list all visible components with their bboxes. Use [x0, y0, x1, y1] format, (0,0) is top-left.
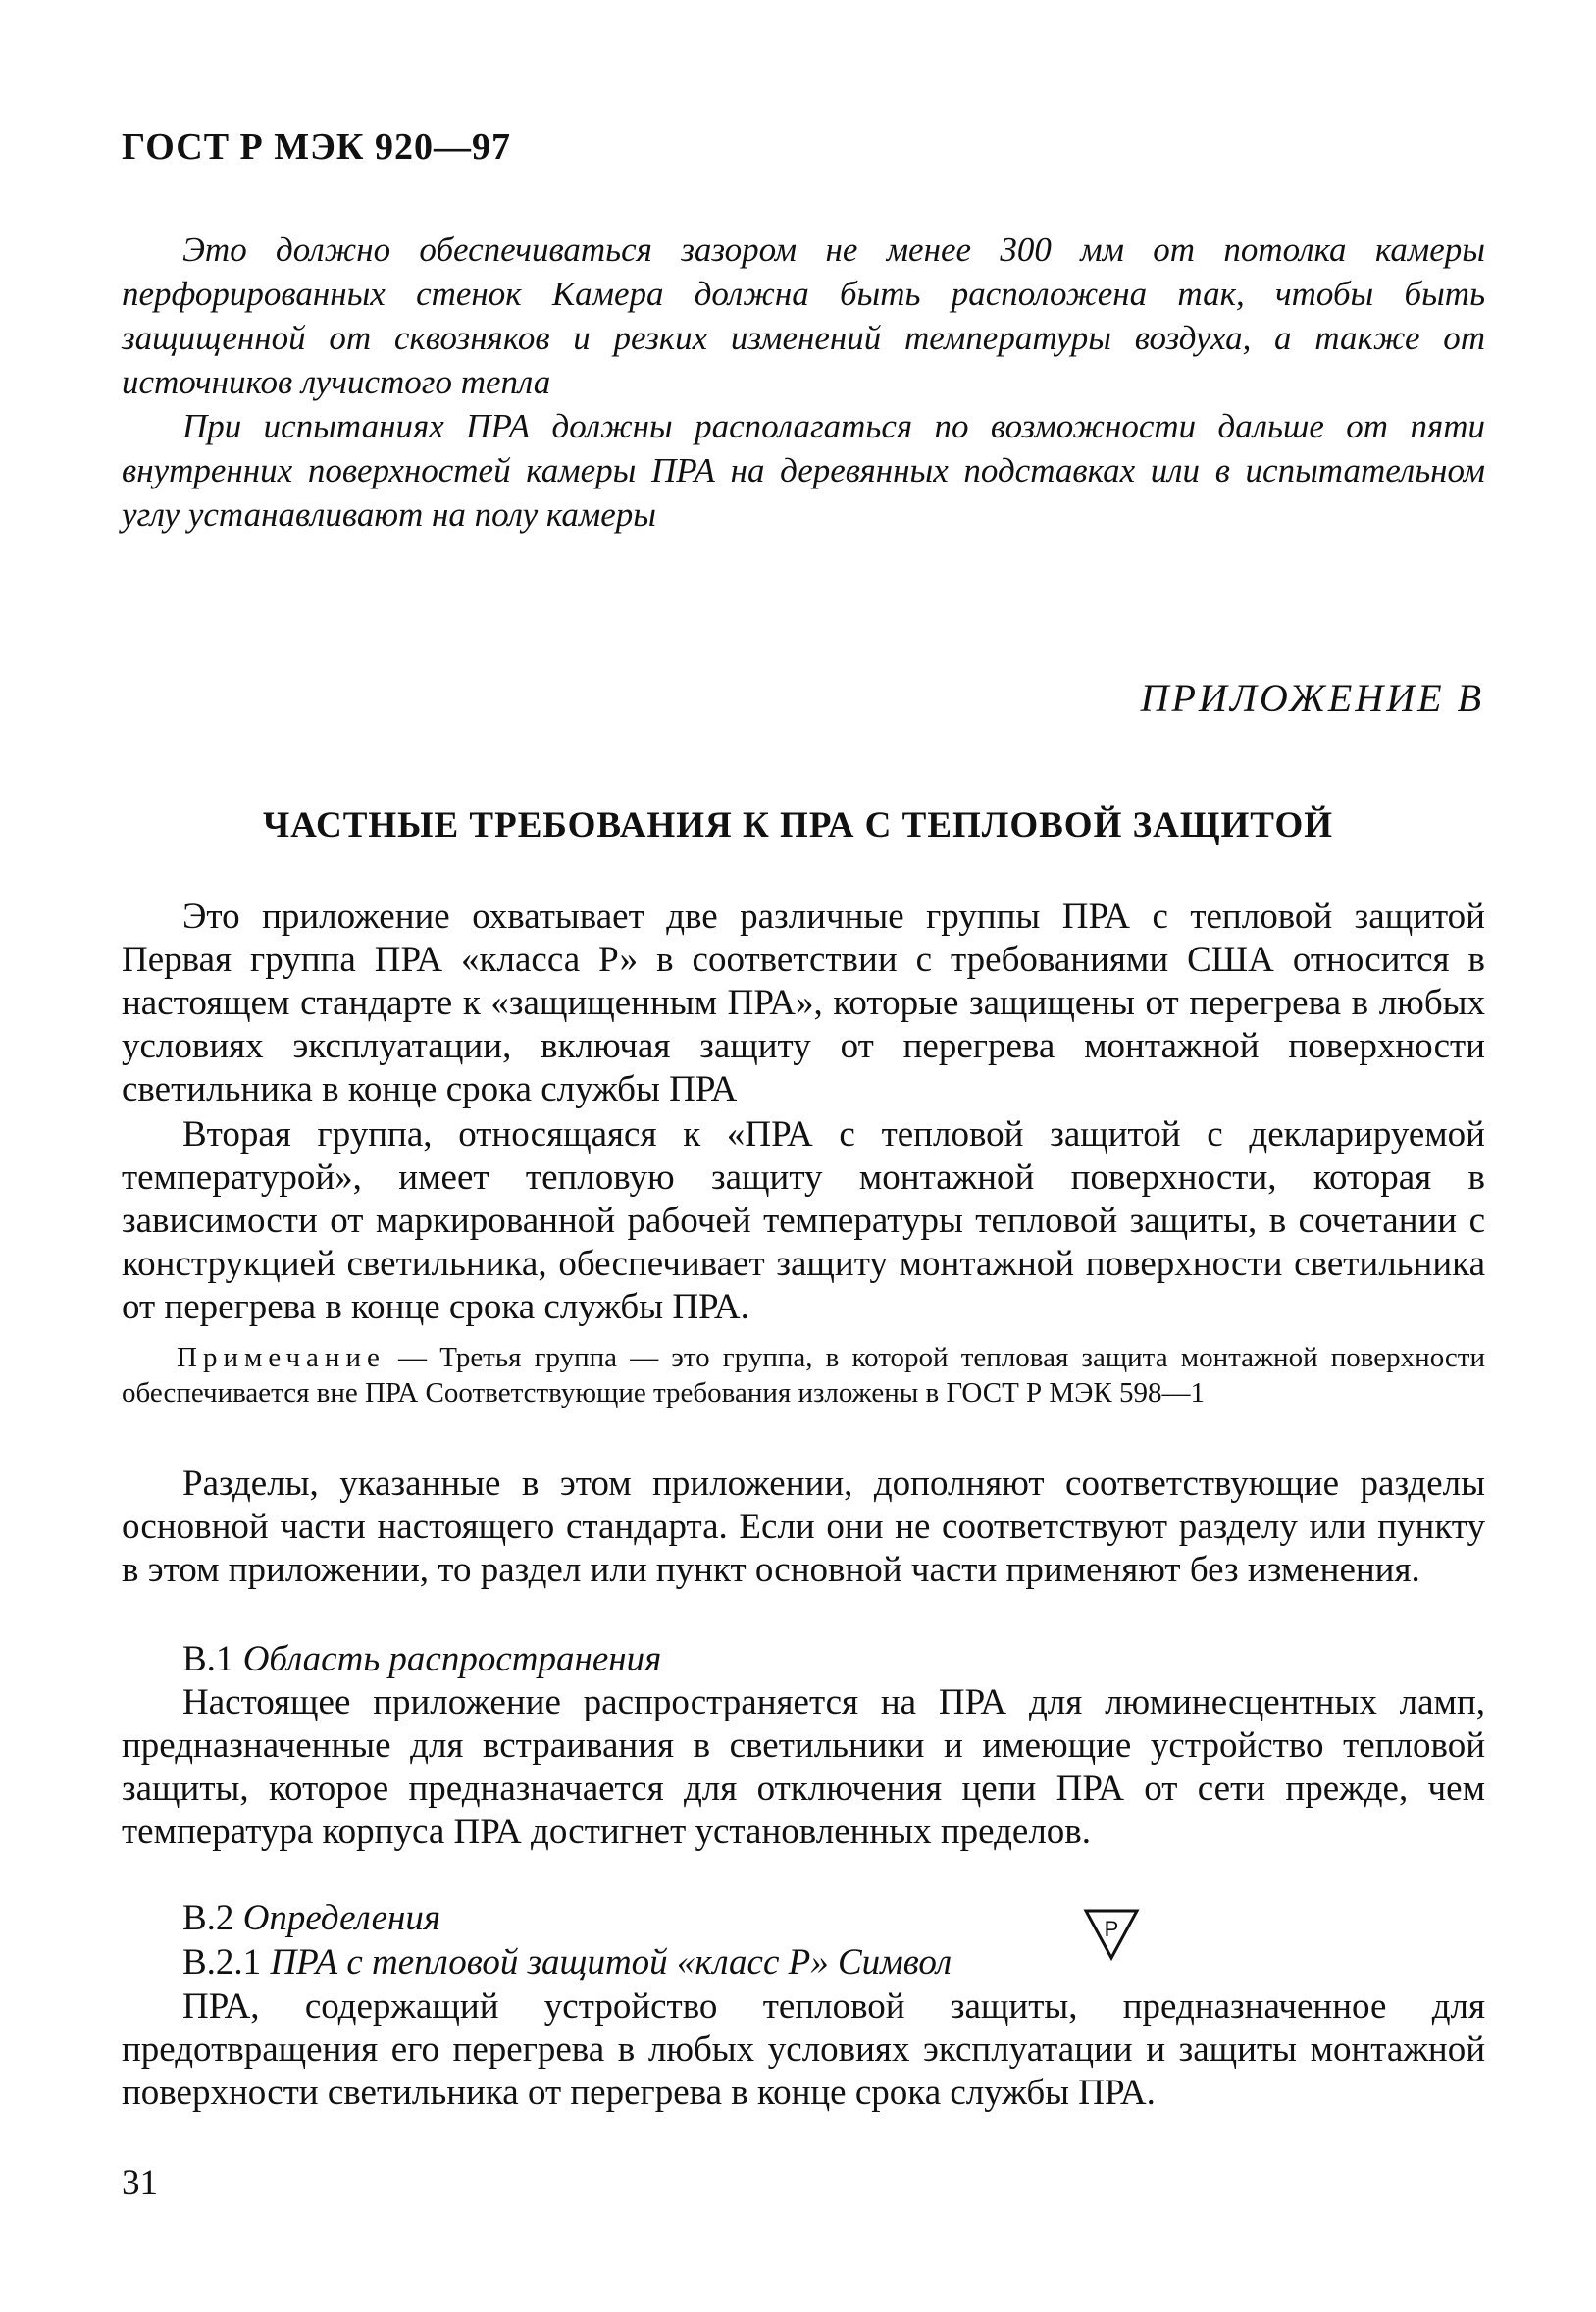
section-b2-heading	[182, 1897, 440, 1940]
section-b1-heading	[182, 1638, 661, 1681]
class-p-symbol-letter: P	[1104, 1917, 1119, 1941]
section-b1-text: Настоящее приложение распространяется на ПРА для люминесцентных ламп, предназначенные для встраивания в светильники и имеющие устройство тепловой защиты, которое предназначается для отключения цепи ПРА от сети прежде, чем температура корпуса ПРА достигнет установленных пределов.	[122, 1682, 1485, 1852]
intro-paragraph-2: При испытаниях ПРА должны располагаться по возможности дальше от пяти внутренних поверхностей камеры ПРА на деревянных подставках или в испытательном углу устанавливают на полу камеры	[122, 407, 1485, 534]
class-p-triangle-icon	[1082, 1907, 1141, 1962]
note-text: — Третья группа — это группа, в которой тепловая защита монтажной поверхности обеспечивается вне ПРА Соответствующие требования изложены в ГОСТ Р МЭК 598—1	[122, 1342, 1485, 1409]
note-label: Примечание	[177, 1342, 386, 1373]
note-paragraph	[122, 1340, 1485, 1411]
intro-paragraph-1: Это должно обеспечиваться зазором не менее 300 мм от потолка камеры перфорированных стенок Камера должна быть расположена так, чтобы быть защищенной от сквозняков и резких изменений температуры воздуха, а также от источников лучистого тепла	[122, 231, 1485, 401]
body-paragraph-2: Вторая группа, относящаяся к «ПРА с тепловой защитой с декларируемой температурой», имеет тепловую защиту монтажной поверхности, которая в зависимости от маркированной рабочей температуры тепловой защиты, в сочетании с конструкцией светильника, обеспечивает защиту монтажной поверхности светильника от перегрева в конце срока службы ПРА.	[122, 1114, 1485, 1327]
section-b2-number: В.2	[182, 1898, 234, 1938]
section-b21-heading	[182, 1941, 952, 1984]
body-paragraph-1: Это приложение охватывает две различные группы ПРА с тепловой защитой Первая группа ПРА «класса Р» в соответствии с требованиями США относится в настоящем стандарте к «защищенным ПРА», которые защищены от перегрева в любых условиях эксплуатации, включая защиту от перегрева монтажной поверхности светильника в конце срока службы ПРА	[122, 897, 1485, 1109]
document-header: ГОСТ Р МЭК 920—97	[122, 127, 511, 168]
page-number: 31	[122, 2163, 158, 2203]
section-b1-number: В.1	[182, 1639, 234, 1679]
section-b21-number: В.2.1	[182, 1942, 262, 1982]
appendix-title: ЧАСТНЫЕ ТРЕБОВАНИЯ К ПРА С ТЕПЛОВОЙ ЗАЩИТОЙ	[262, 805, 1334, 846]
section-b1-title: Область распространения	[242, 1639, 662, 1679]
sections-paragraph: Разделы, указанные в этом приложении, дополняют соответствующие разделы основной части настоящего стандарта. Если они не соответствуют разделу или пункту в этом приложении, то раздел или пункт основной части применяют без изменения.	[122, 1464, 1485, 1590]
appendix-label: ПРИЛОЖЕНИЕ В	[1140, 676, 1484, 720]
section-b21-text: ПРА, содержащий устройство тепловой защиты, предназначенное для предотвращения его перегрева в любых условиях эксплуатации и защиты монтажной поверхности светильника от перегрева в конце срока службы ПРА.	[122, 1986, 1485, 2113]
section-b21-title: ПРА с тепловой защитой «класс Р» Символ	[270, 1942, 952, 1982]
section-b2-title: Определения	[242, 1898, 441, 1938]
